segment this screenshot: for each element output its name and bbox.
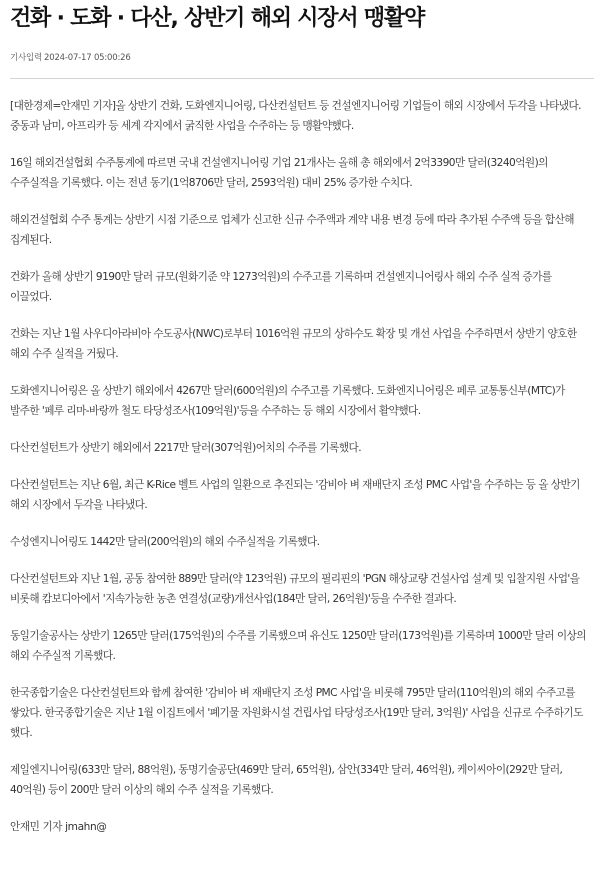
article-paragraph: 다산컨설턴트가 상반기 해외에서 2217만 달러(307억원)어치의 수주를 기록했다. [10,442,362,454]
published-label: 기사입력 [10,53,43,63]
article-paragraph: 한국종합기술은 다산컨설턴트와 함께 참여한 '감비아 벼 재배단지 조성 PMC 사업'을 비롯해 795만 달러(110억원)의 해외 수주고를 쌓았다. 한국종합기술은 지난 1월 이집트에서 '폐기물 자원화시설 건립사업 타당성조사(19만 달러, 3억원)' 사업을 신규로 수주하기도 했다. [10,687,583,739]
article-paragraph: 16일 해외건설협회 수주통계에 따르면 국내 건설엔지니어링 기업 21개사는 올해 총 해외에서 2억3390만 달러(3240억원)의 수주실적을 기록했다. 이는 전년 동기(1억8706만 달러, 2593억원) 대비 25% 증가한 수치다. [10,157,548,189]
article-meta [10,52,594,64]
article-paragraph: 수성엔지니어링도 1442만 달러(200억원)의 해외 수주실적을 기록했다. [10,536,320,548]
article-paragraph: 도화엔지니어링은 올 상반기 해외에서 4267만 달러(600억원)의 수주고를 기록했다. 도화엔지니어링은 페루 교통통신부(MTC)가 발주한 '페루 리마-바랑까 철도 타당성조사(109억원)'등을 수주하는 등 해외 시장에서 활약했다. [10,385,565,417]
article-paragraph: 해외건설협회 수주 통계는 상반기 시점 기준으로 업체가 신고한 신규 수주액과 계약 내용 변경 등에 따라 추가된 수주액 등을 합산해 집계된다. [10,214,574,246]
header-divider [10,78,594,79]
published-datetime: 2024-07-17 05:00:26 [44,53,131,63]
article-paragraph: 다산컨설턴트는 지난 6월, 최근 K-Rice 벨트 사업의 일환으로 추진되는 '감비아 벼 재배단지 조성 PMC 사업'을 수주하는 등 올 상반기 해외 시장에서 두각을 나타냈다. [10,479,580,511]
article-paragraph: [대한경제=안재민 기자]올 상반기 건화, 도화엔지니어링, 다산컨설턴트 등 건설엔지니어링 기업들이 해외 시장에서 두각을 나타냈다. 중동과 남미, 아프리카 등 세계 각지에서 굵직한 사업을 수주하는 등 맹활약했다. [10,100,581,132]
article-headline: 건화 · 도화 · 다산, 상반기 해외 시장서 맹활약 [10,6,425,31]
article-paragraph: 동일기술공사는 상반기 1265만 달러(175억원)의 수주를 기록했으며 유신도 1250만 달러(173억원)를 기록하며 1000만 달러 이상의 해외 수주실적 기록했다. [10,630,586,662]
article-paragraph: 다산컨설턴트와 지난 1월, 공동 참여한 889만 달러(약 123억원) 규모의 필리핀의 'PGN 해상교량 건설사업 설계 및 입찰지원 사업'을 비롯해 캄보디아에서 '지속가능한 농촌 연결성(교량)개선사업(184만 달러, 26억원)'등을 수주한 결과다. [10,573,580,605]
article-paragraph: 건화는 지난 1월 사우디아라비아 수도공사(NWC)로부터 1016억원 규모의 상하수도 확장 및 개선 사업을 수주하면서 상반기 양호한 해외 수주 실적을 거뒀다. [10,328,577,360]
article-body [10,96,594,837]
article-paragraph: 건화가 올해 상반기 9190만 달러 규모(원화기준 약 1273억원)의 수주고를 기록하며 건설엔지니어링사 해외 수주 실적 증가를 이끌었다. [10,271,552,303]
article-paragraph: 제일엔지니어링(633만 달러, 88억원), 동명기술공단(469만 달러, 65억원), 삼안(334만 달러, 46억원), 케이씨아이(292만 달러, 40억원) 등이 200만 달러 이상의 해외 수주 실적을 기록했다. [10,764,563,796]
article-byline: 안재민 기자 jmahn@ [10,821,107,833]
